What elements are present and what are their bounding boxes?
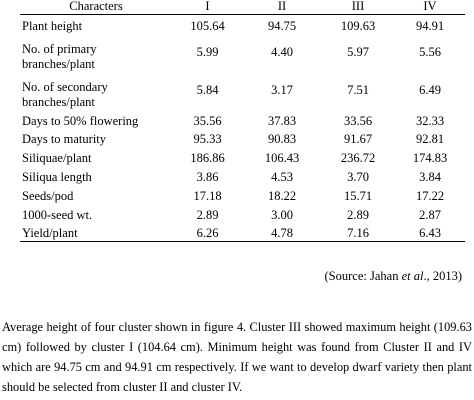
source-suffix: ., 2013)	[423, 269, 462, 283]
cell-cluster-4: 6.49	[419, 83, 441, 98]
row-label	[20, 34, 172, 72]
cell-cluster-2: 4.53	[271, 169, 293, 184]
table-row	[20, 147, 465, 166]
row-label-line: Yield/plant	[22, 226, 78, 241]
cell-cluster-4: 3.84	[419, 169, 441, 184]
row-label-line: 1000-seed wt.	[22, 207, 93, 222]
row-label-line: Siliqua length	[22, 169, 92, 184]
cell-cluster-3: 15.71	[343, 188, 373, 203]
table-row	[20, 204, 465, 223]
table-row	[20, 185, 465, 204]
header-cluster-1: I	[205, 0, 210, 13]
cluster-means-table	[20, 0, 465, 242]
header-characters: Characters	[69, 0, 123, 13]
row-label-line: Plant height	[22, 18, 83, 33]
table-row	[20, 15, 465, 34]
cell-cluster-1: 105.64	[172, 15, 243, 34]
table-row	[20, 166, 465, 185]
source-italic: et al	[401, 269, 424, 283]
cell-cluster-4: 174.83	[412, 151, 448, 166]
row-label-line: Siliquae/plant	[22, 151, 92, 166]
cell-cluster-2: 94.75	[243, 15, 321, 34]
cell-cluster-2: 90.83	[267, 132, 297, 147]
header-cluster-4: IV	[423, 0, 437, 13]
cell-cluster-2: 18.22	[267, 188, 297, 203]
header-cluster-3: III	[351, 0, 365, 13]
row-label	[20, 204, 172, 223]
cell-cluster-1: 3.86	[196, 169, 219, 184]
source-prefix: (Source: Jahan	[324, 269, 402, 283]
cell-cluster-1: 95.33	[193, 132, 222, 147]
cell-cluster-4: 6.43	[395, 223, 465, 242]
row-label	[20, 110, 172, 129]
cell-cluster-3: 91.67	[343, 132, 373, 147]
table-source-note	[325, 269, 462, 284]
row-label-line: branches/plant	[22, 56, 95, 71]
cell-cluster-1: 6.26	[172, 223, 243, 242]
row-label	[20, 129, 172, 148]
cell-cluster-1: 5.84	[196, 83, 219, 98]
table-row	[20, 223, 465, 242]
cell-cluster-1: 186.86	[190, 151, 225, 166]
row-label	[20, 223, 172, 242]
cell-cluster-2: 3.00	[271, 207, 293, 222]
cell-cluster-2: 4.40	[271, 45, 293, 60]
row-label-line: Days to 50% flowering	[22, 113, 139, 128]
cell-cluster-3: 7.51	[347, 83, 369, 98]
cell-cluster-4: 32.33	[415, 113, 445, 128]
cell-cluster-4: 17.22	[415, 188, 445, 203]
cell-cluster-4: 2.87	[419, 207, 441, 222]
cell-cluster-2: 3.17	[271, 83, 293, 98]
table-header-row	[20, 0, 465, 15]
table-row	[20, 72, 465, 110]
row-label-line: Seeds/pod	[22, 188, 74, 203]
row-label-line: branches/plant	[22, 94, 95, 109]
cell-cluster-3: 7.16	[321, 223, 395, 242]
cell-cluster-2: 106.43	[264, 151, 300, 166]
table-row	[20, 34, 465, 72]
cell-cluster-1: 5.99	[196, 45, 219, 60]
row-label	[20, 185, 172, 204]
header-cluster-2: II	[277, 0, 287, 13]
row-label	[20, 166, 172, 185]
cell-cluster-3: 5.97	[347, 45, 369, 60]
cell-cluster-3: 3.70	[347, 169, 369, 184]
body-paragraph: Average height of four cluster shown in figure 4. Cluster III showed maximum height (109.63 cm) followed by cluster I (104.64 cm). Minimum height was found from Cluster II and IV which are 94.75 cm and 94.91 cm respectively. If we want to develop dwarf variety then plant should be selected from cluster II and cluster IV.	[2, 320, 472, 394]
row-label-line: No. of primary	[22, 41, 97, 56]
cluster-means-table-container	[20, 0, 465, 242]
cell-cluster-1: 2.89	[196, 207, 219, 222]
table-row	[20, 110, 465, 129]
row-label-line: No. of secondary	[22, 79, 108, 94]
row-label	[20, 15, 172, 34]
cell-cluster-4: 92.81	[415, 132, 445, 147]
cell-cluster-3: 236.72	[340, 151, 376, 166]
cell-cluster-3: 2.89	[347, 207, 369, 222]
table-body	[20, 0, 465, 242]
cell-cluster-3: 109.63	[321, 15, 395, 34]
cell-cluster-4: 94.91	[395, 15, 465, 34]
cell-cluster-4: 5.56	[419, 45, 441, 60]
row-label	[20, 72, 172, 110]
cell-cluster-3: 33.56	[343, 113, 373, 128]
row-label	[20, 147, 172, 166]
cell-cluster-2: 4.78	[243, 223, 321, 242]
cell-cluster-1: 35.56	[193, 113, 222, 128]
row-label-line: Days to maturity	[22, 132, 107, 147]
cell-cluster-1: 17.18	[193, 188, 222, 203]
table-row	[20, 129, 465, 148]
cell-cluster-2: 37.83	[267, 113, 297, 128]
